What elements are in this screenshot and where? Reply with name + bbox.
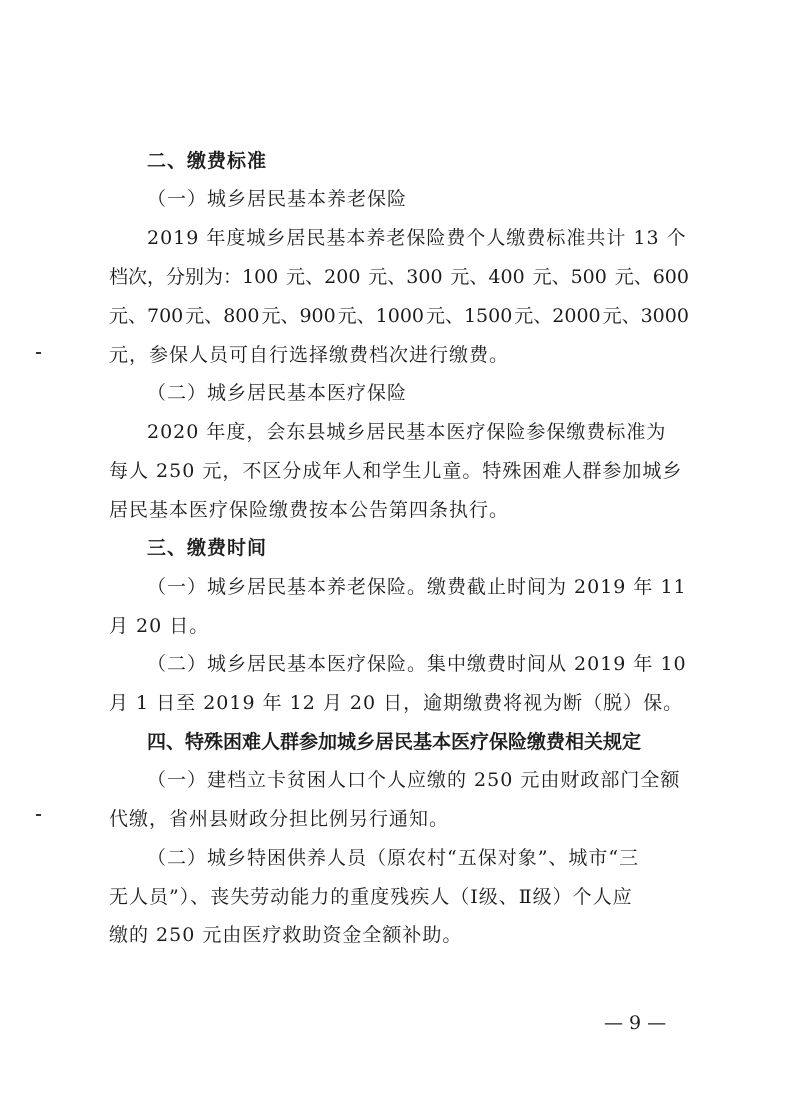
text-segment: 元、400	[450, 266, 525, 288]
paragraph-line: 月 1 日至 2019 年 12 月 20 日，逾期缴费将视为断（脱）保。	[109, 692, 684, 714]
text-segment: 元、1500	[425, 305, 513, 327]
text-segment: 元、3000	[602, 305, 689, 327]
paragraph-line: 月 20 日。	[109, 615, 210, 637]
section-heading-2: 二、缴费标准	[147, 150, 268, 172]
paragraph-line: （一）城乡居民基本养老保险。缴费截止时间为 2019 年 11	[147, 576, 687, 598]
text-segment: 元、300	[368, 266, 443, 288]
text-segment: 档次，分别为：100	[109, 266, 279, 288]
paragraph-line: （二）城乡特困供养人员（原农村“五保对象”、城市“三	[147, 847, 640, 869]
margin-mark	[36, 814, 41, 816]
paragraph-line: 无人员”）、丧失劳动能力的重度残疾人（Ⅰ级、Ⅱ级）个人应	[109, 886, 633, 908]
text-segment: 元、1000	[337, 305, 425, 327]
margin-mark	[36, 352, 41, 354]
text-segment: 元、600	[614, 266, 689, 288]
subsection-heading: （二）城乡居民基本医疗保险	[147, 382, 408, 404]
page-number: — 9 —	[604, 1012, 667, 1034]
paragraph-line: （二）城乡居民基本医疗保险。集中缴费时间从 2019 年 10	[147, 653, 687, 675]
text-segment: 元、200	[286, 266, 361, 288]
paragraph-line	[109, 265, 689, 289]
text-segment: 元、800	[185, 305, 260, 327]
paragraph-line: 缴的 250 元由医疗救助资金全额补助。	[109, 924, 463, 946]
text-segment: 元、900	[261, 305, 336, 327]
section-heading-3: 三、缴费时间	[147, 537, 268, 559]
paragraph-line: （一）建档立卡贫困人口个人应缴的 250 元由财政部门全额	[147, 769, 681, 791]
subsection-heading: （一）城乡居民基本养老保险	[147, 188, 408, 210]
text-segment: 元、500	[532, 266, 607, 288]
paragraph-line: 每人 250 元，不区分成年人和学生儿童。特殊困难人群参加城乡	[109, 460, 683, 482]
paragraph-line: 2019 年度城乡居民基本养老保险费个人缴费标准共计 13 个	[147, 227, 687, 249]
paragraph-line: 代缴，省州县财政分担比例另行通知。	[109, 808, 450, 830]
section-heading-4: 四、特殊困难人群参加城乡居民基本医疗保险缴费相关规定	[147, 731, 642, 753]
paragraph-line: 居民基本医疗保险缴费按本公告第四条执行。	[109, 499, 510, 521]
text-segment: 元、700	[109, 305, 184, 327]
paragraph-line: 元，参保人员可自行选择缴费档次进行缴费。	[109, 344, 510, 366]
paragraph-line: 2020 年度，会东县城乡居民基本医疗保险参保缴费标准为	[147, 421, 667, 443]
paragraph-line	[109, 304, 689, 328]
text-segment: 元、2000	[514, 305, 601, 327]
